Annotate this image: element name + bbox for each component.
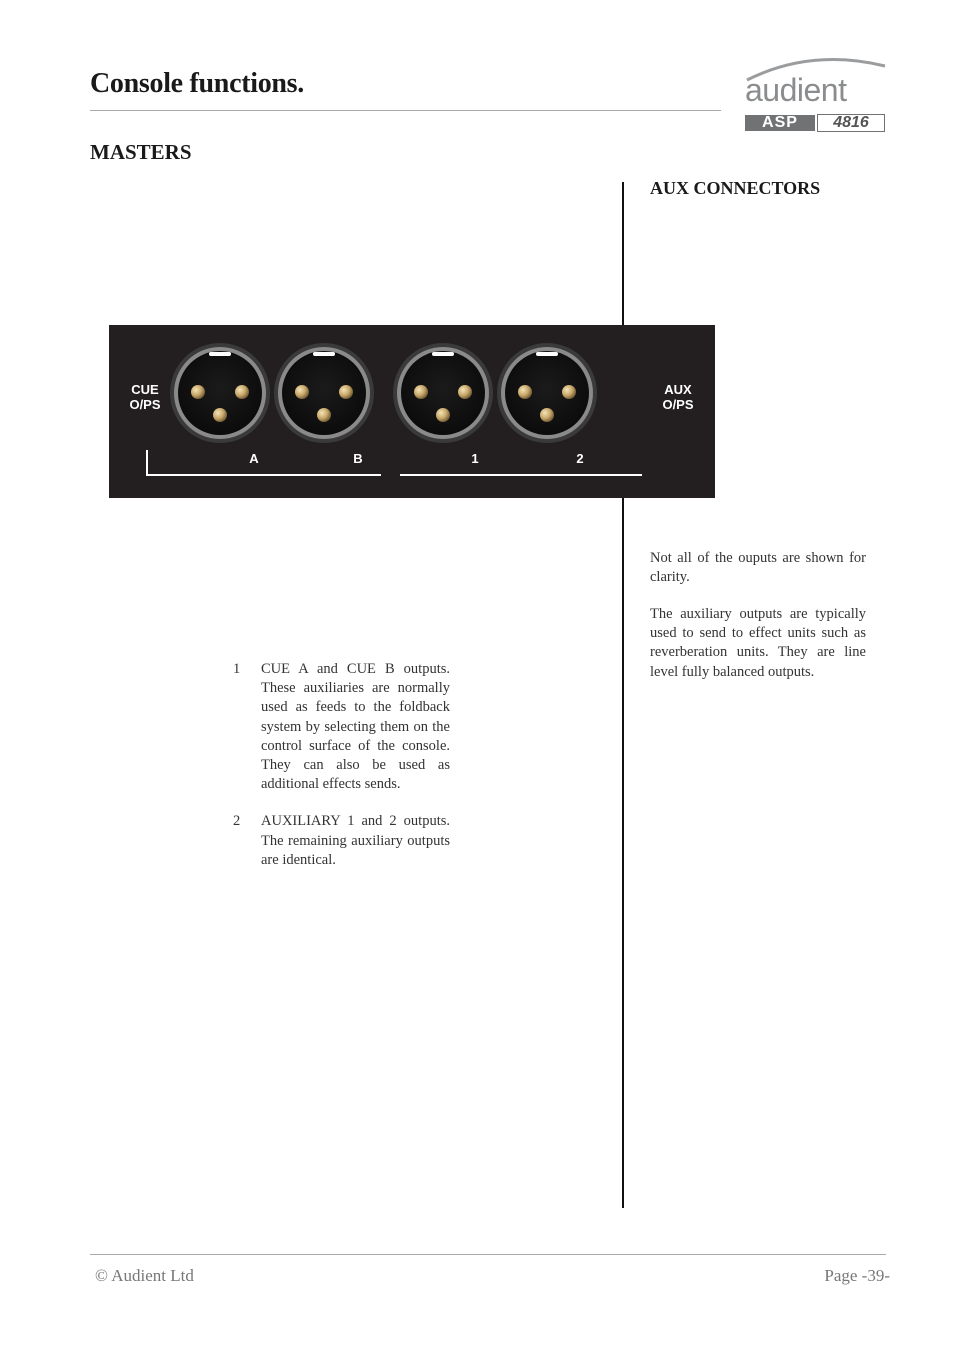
logo-model: 4816 <box>817 114 885 132</box>
page-title: Console functions. <box>90 68 304 99</box>
aux-label-line2: O/PS <box>662 397 694 412</box>
aux-label-line1: AUX <box>664 382 692 397</box>
note-number: 1 <box>233 661 241 677</box>
numbered-notes <box>233 660 450 888</box>
note-item <box>233 660 450 794</box>
connector-label-a: A <box>249 451 259 466</box>
connector-label-2: 2 <box>576 451 584 466</box>
audient-logo <box>741 54 889 134</box>
note-text: CUE A and CUE B outputs. These auxiliaries are normally used as feeds to the foldback system by selecting them on the control surface of the console. They can also be used as additional effects sends. <box>261 661 450 793</box>
note-item <box>233 812 450 870</box>
page-number: Page -39- <box>824 1266 890 1285</box>
cue-label-line2: O/PS <box>129 397 161 412</box>
xlr-connector-1 <box>393 343 493 443</box>
cue-outputs-label <box>121 382 169 412</box>
note-number: 2 <box>233 813 241 830</box>
connector-label-1: 1 <box>471 451 479 466</box>
aux-connector-panel <box>109 325 715 498</box>
xlr-connector-a <box>170 343 270 443</box>
title-rule <box>90 110 721 111</box>
sidebar-paragraph: The auxiliary outputs are typically used to send to effect units such as reverberation units. They are line level fully balanced outputs. <box>650 606 866 680</box>
note-text: AUXILIARY 1 and 2 outputs. The remaining auxiliary outputs are identical. <box>261 813 450 868</box>
footer-rule <box>90 1254 886 1255</box>
connector-label-b: B <box>353 451 363 466</box>
sidebar-paragraph: Not all of the ouputs are shown for clarity. <box>650 550 866 586</box>
footer-copyright: © Audient Ltd <box>95 1266 194 1285</box>
logo-badge: ASP <box>745 115 815 131</box>
section-heading: MASTERS <box>90 140 192 164</box>
cue-group-bracket <box>147 450 381 475</box>
aux-outputs-label <box>654 382 702 412</box>
cue-label-line1: CUE <box>131 382 159 397</box>
logo-wordmark: audient <box>745 72 847 108</box>
xlr-connectors-illustration <box>109 325 715 498</box>
xlr-connector-2 <box>497 343 597 443</box>
sidebar-heading: AUX CONNECTORS <box>650 178 821 198</box>
xlr-connector-b <box>274 343 374 443</box>
